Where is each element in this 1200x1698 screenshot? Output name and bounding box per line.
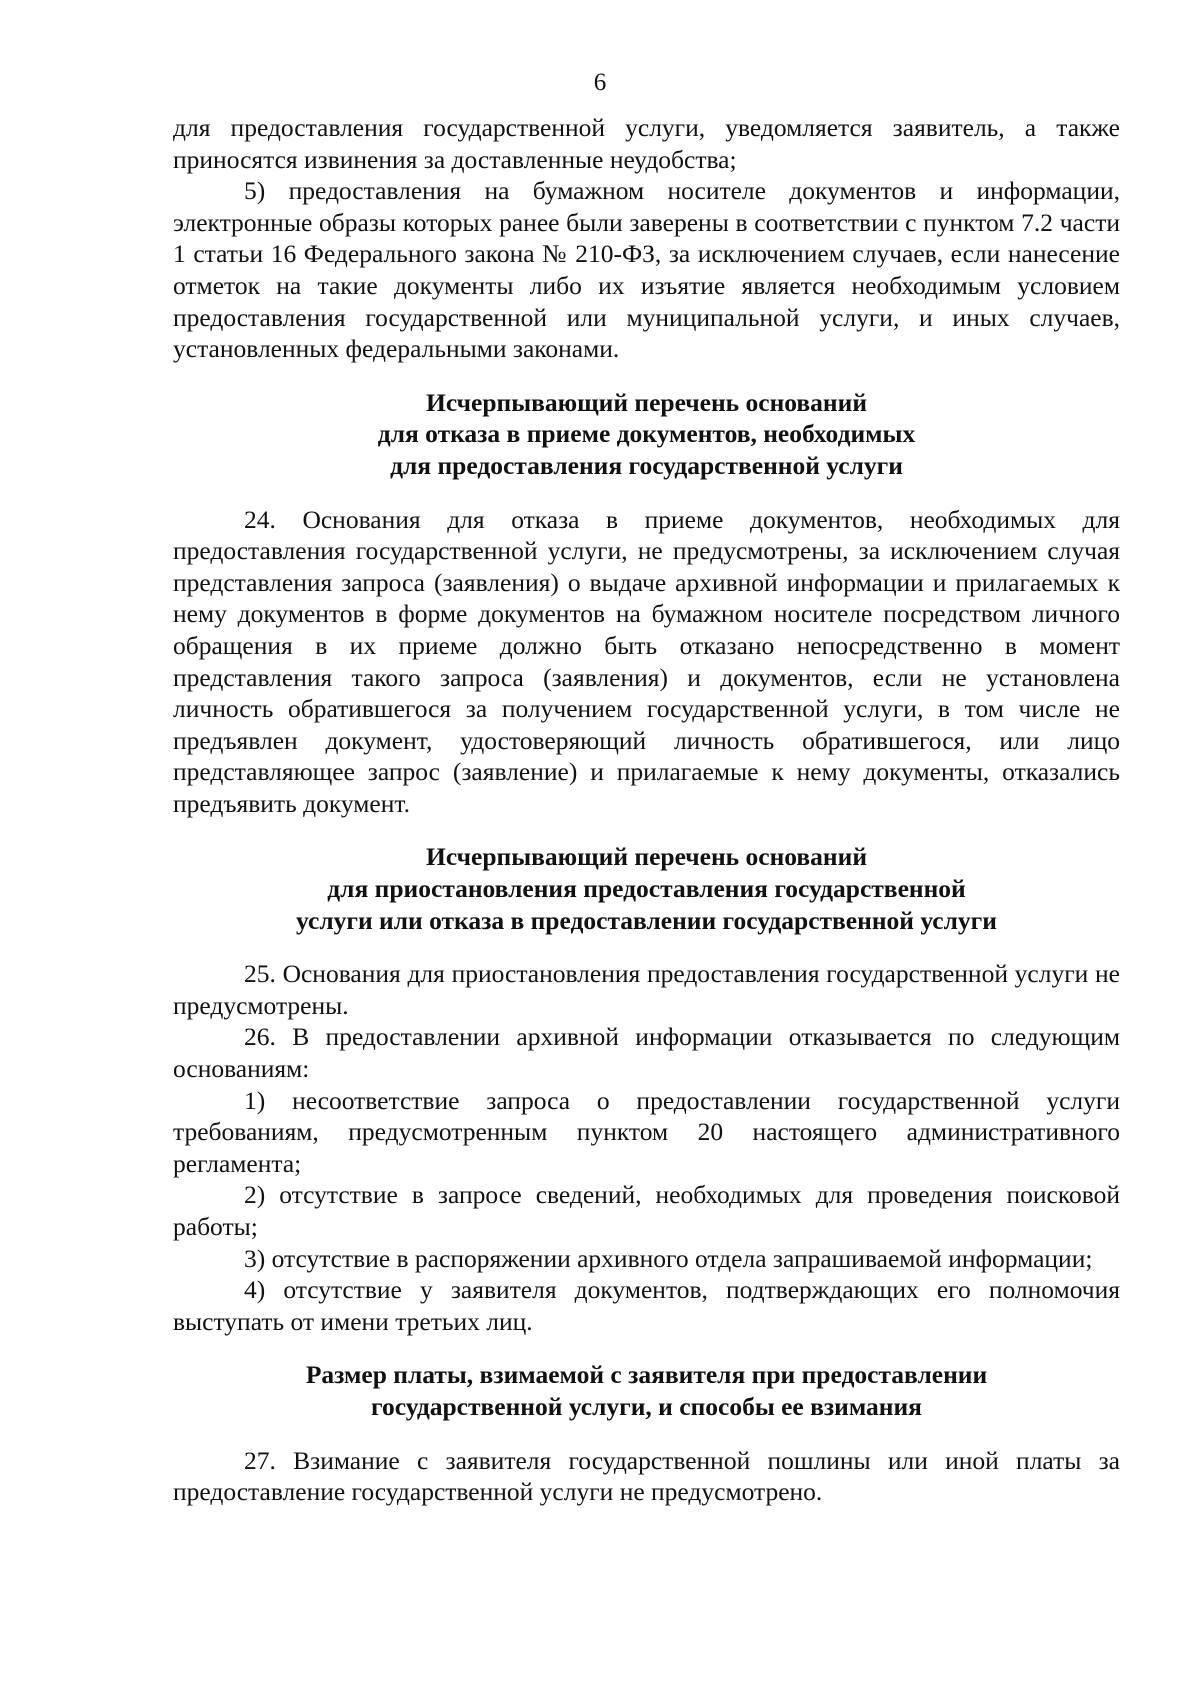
heading-line: для отказа в приеме документов, необходимых [377, 419, 916, 449]
section-heading-suspension [173, 841, 1120, 936]
paragraph-continuation: для предоставления государственной услуги, уведомляется заявитель, а также приносятся извинения за доставленные неудобства; [173, 113, 1120, 174]
list-item-3: 3) отсутствие в распоряжении архивного отдела запрашиваемой информации; [244, 1243, 1093, 1273]
heading-line: для предоставления государственной услуги [390, 450, 903, 480]
list-item-2: 2) отсутствие в запросе сведений, необходимых для проведения поисковой работы; [173, 1180, 1120, 1241]
paragraph-26: 26. В предоставлении архивной информации отказывается по следующим основаниям: [173, 1022, 1120, 1084]
list-item-4: 4) отсутствие у заявителя документов, подтверждающих его полномочия выступать от имени третьих лиц. [173, 1275, 1120, 1336]
paragraph-24: 24. Основания для отказа в приеме документов, необходимых для предоставления государственной услуги, не предусмотрены, за исключением случая представления запроса (заявления) о выдаче архивной информации и прилагаемых к нему документов в форме документов на бумажном носителе посредством личного обращения в их приеме должно быть отказано непосредственно в момент представления такого запроса (заявления) и документов, если не установлена личность обратившегося за получением государственной услуги, в том числе не предъявлен документ, удостоверяющий личность обратившегося, или лицо представляющее запрос (заявление) и прилагаемые к нему документы, отказались предъявить документ. [173, 504, 1120, 818]
heading-line: Исчерпывающий перечень оснований [425, 387, 868, 417]
paragraph-item-5: 5) предоставления на бумажном носителе документов и информации, электронные образы которых ранее были заверены в соответствии с пунктом 7.2 части 1 статьи 16 Федерального закона № 210-ФЗ, за исключением случаев, если нанесение отметок на такие документы либо их изъятие является необходимым условием предоставления государственной или муниципальной услуги, и иных случаев, установленных федеральными законами. [173, 176, 1120, 364]
section-heading-refusal-acceptance [173, 387, 1120, 482]
paragraph-25: 25. Основания для приостановления предоставления государственной услуги не предусмотрены. [173, 959, 1120, 1020]
heading-line: услуги или отказа в предоставлении государственной услуги [296, 905, 997, 935]
heading-line: государственной услуги, и способы ее взимания [371, 1391, 922, 1421]
page-number: 6 [593, 69, 607, 96]
document-body [173, 112, 1120, 1508]
section-heading-fee [173, 1359, 1120, 1422]
list-item-1: 1) несоответствие запроса о предоставлении государственной услуги требованиям, предусмотренным пунктом 20 настоящего административного регламента; [173, 1085, 1120, 1178]
heading-line: для приостановления предоставления государственной [327, 874, 966, 904]
paragraph-27: 27. Взимание с заявителя государственной пошлины или иной платы за предоставление государственной услуги не предусмотрено. [173, 1445, 1120, 1507]
heading-line: Размер платы, взимаемой с заявителя при предоставлении [305, 1360, 988, 1390]
heading-line: Исчерпывающий перечень оснований [425, 842, 868, 872]
